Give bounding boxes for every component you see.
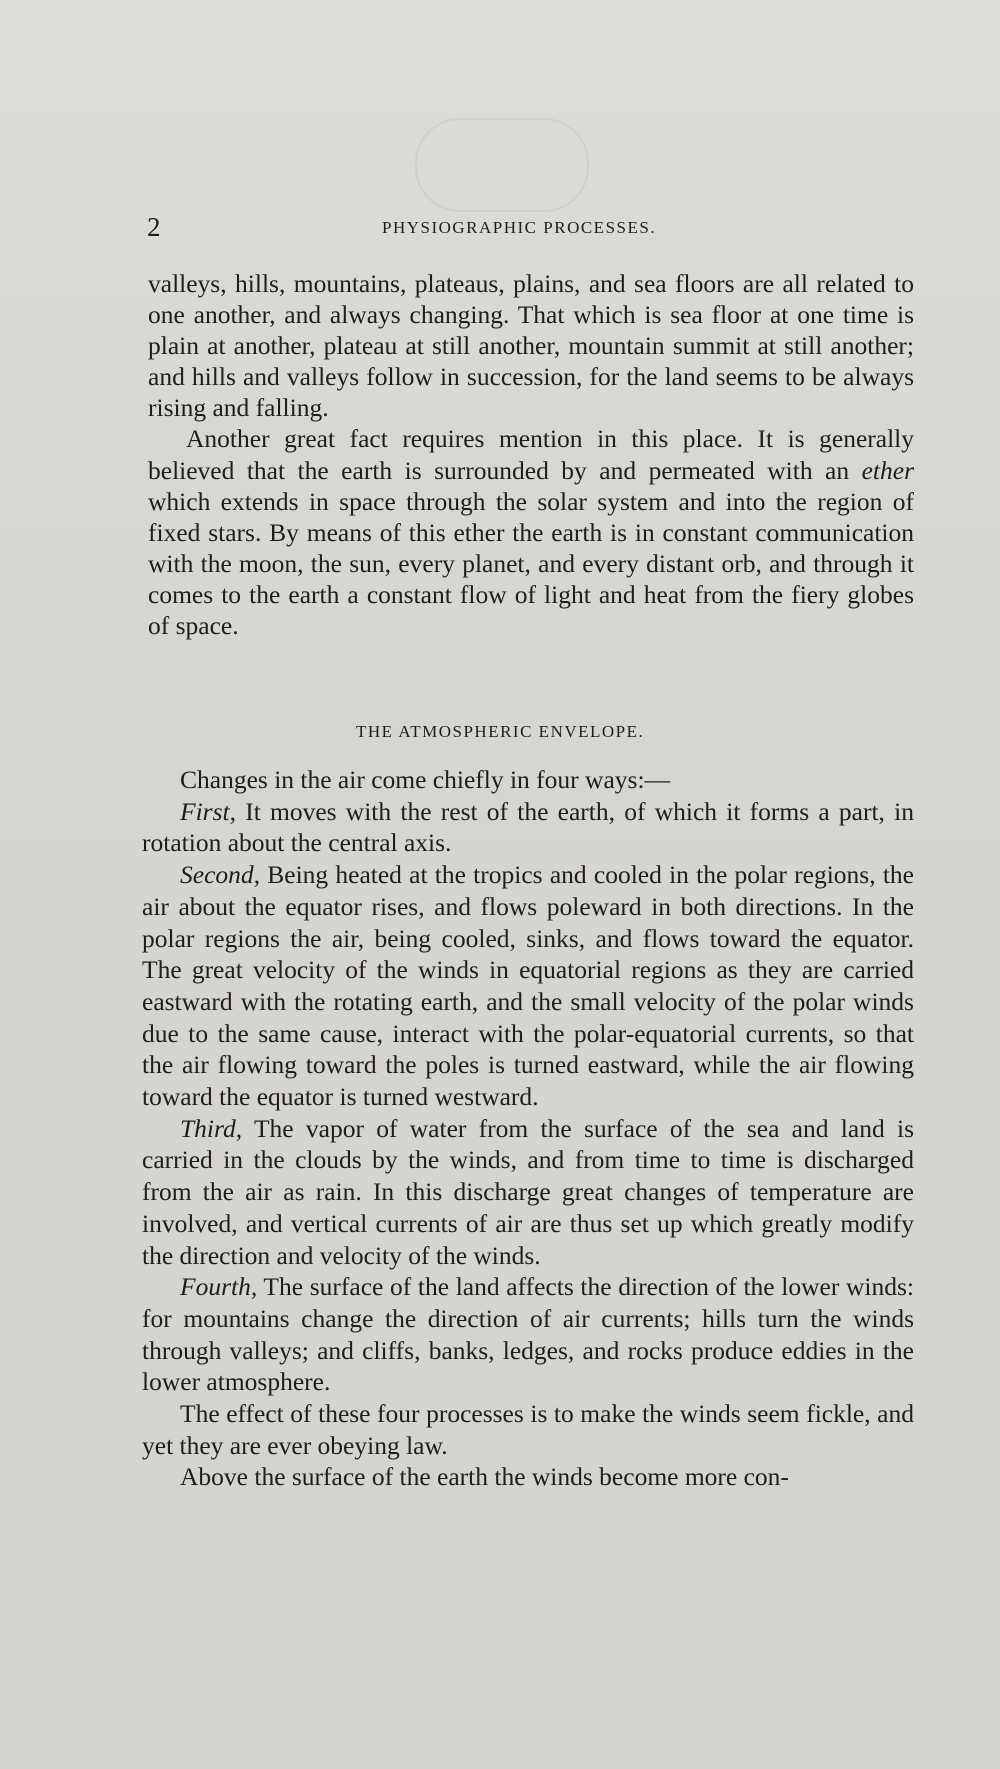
paragraph-text: The effect of these four processes is to make the winds seem fickle, and yet they are ever obeying law. bbox=[142, 1399, 914, 1460]
paragraph-text: Above the surface of the earth the winds become more con- bbox=[180, 1462, 789, 1492]
section-text-block bbox=[142, 764, 914, 1493]
continued-text-block bbox=[148, 268, 914, 641]
paragraph-ether bbox=[148, 423, 914, 641]
paragraph-lead: Fourth, bbox=[180, 1272, 258, 1302]
paragraph-ether-after: which extends in space through the solar system and into the region of fixed stars. By means of this ether the earth is in constant communication with the moon, the sun, every planet, and every distant orb, and through it comes to the earth a constant flow of light and heat from the fiery globes of space. bbox=[148, 486, 914, 641]
paragraph-text: Being heated at the tropics and cooled in the polar regions, the air about the equator rises, and flows poleward in both directions. In the polar regions the air, being cooled, sinks, and flows toward the equator. The great velocity of the winds in equatorial regions as they are carried eastward with the rotating earth, and the small velocity of the polar winds due to the same cause, interact with the polar-equatorial currents, so that the air flowing toward the poles is turned eastward, while the air flowing toward the equator is turned westward. bbox=[142, 860, 914, 1112]
paragraph-third bbox=[142, 1113, 914, 1272]
paragraph-second bbox=[142, 859, 914, 1113]
paragraph-first bbox=[142, 796, 914, 859]
paragraph-effect bbox=[142, 1398, 914, 1461]
running-title: PHYSIOGRAPHIC PROCESSES. bbox=[382, 218, 657, 237]
paragraph-text: The vapor of water from the surface of the sea and land is carried in the clouds by the winds, and from time to time is discharged from the air as rain. In this discharge great changes of temperature are involved, and vertical currents of air are thus set up which greatly modify the direction and velocity of the winds. bbox=[142, 1113, 914, 1270]
page-number: 2 bbox=[147, 212, 161, 242]
faint-library-stamp bbox=[415, 118, 589, 212]
paragraph-text: The surface of the land affects the direction of the lower winds: for mountains change the direction of air currents; hills turn the winds through valleys; and cliffs, banks, ledges, and rocks produce eddies in the lower atmosphere. bbox=[142, 1272, 914, 1397]
paragraph-above bbox=[142, 1461, 914, 1493]
paragraph-fourth bbox=[142, 1271, 914, 1398]
paragraph-lead: Second, bbox=[180, 860, 261, 890]
paragraph-text: It moves with the rest of the earth, of which it forms a part, in rotation about the central axis. bbox=[142, 796, 914, 858]
running-head bbox=[147, 212, 857, 242]
paragraph-intro bbox=[142, 764, 914, 796]
paragraph-continued: valleys, hills, mountains, plateaus, plains, and sea floors are all related to one another, and always changing. That which is sea floor at one time is plain at another, plateau at still another, mountain summit at still another; and hills and valleys follow in succession, for the land seems to be always rising and falling. bbox=[148, 269, 914, 423]
paragraph-lead: Third, bbox=[180, 1113, 243, 1143]
paragraph-ether-before: Another great fact requires mention in this place. It is generally believed that the earth is surrounded by and permeated with an bbox=[148, 424, 914, 485]
paragraph-text: Changes in the air come chiefly in four ways:— bbox=[180, 765, 671, 794]
ether-italic: ether bbox=[861, 455, 914, 485]
section-heading: THE ATMOSPHERIC ENVELOPE. bbox=[356, 722, 645, 741]
paragraph-lead: First, bbox=[180, 796, 236, 826]
